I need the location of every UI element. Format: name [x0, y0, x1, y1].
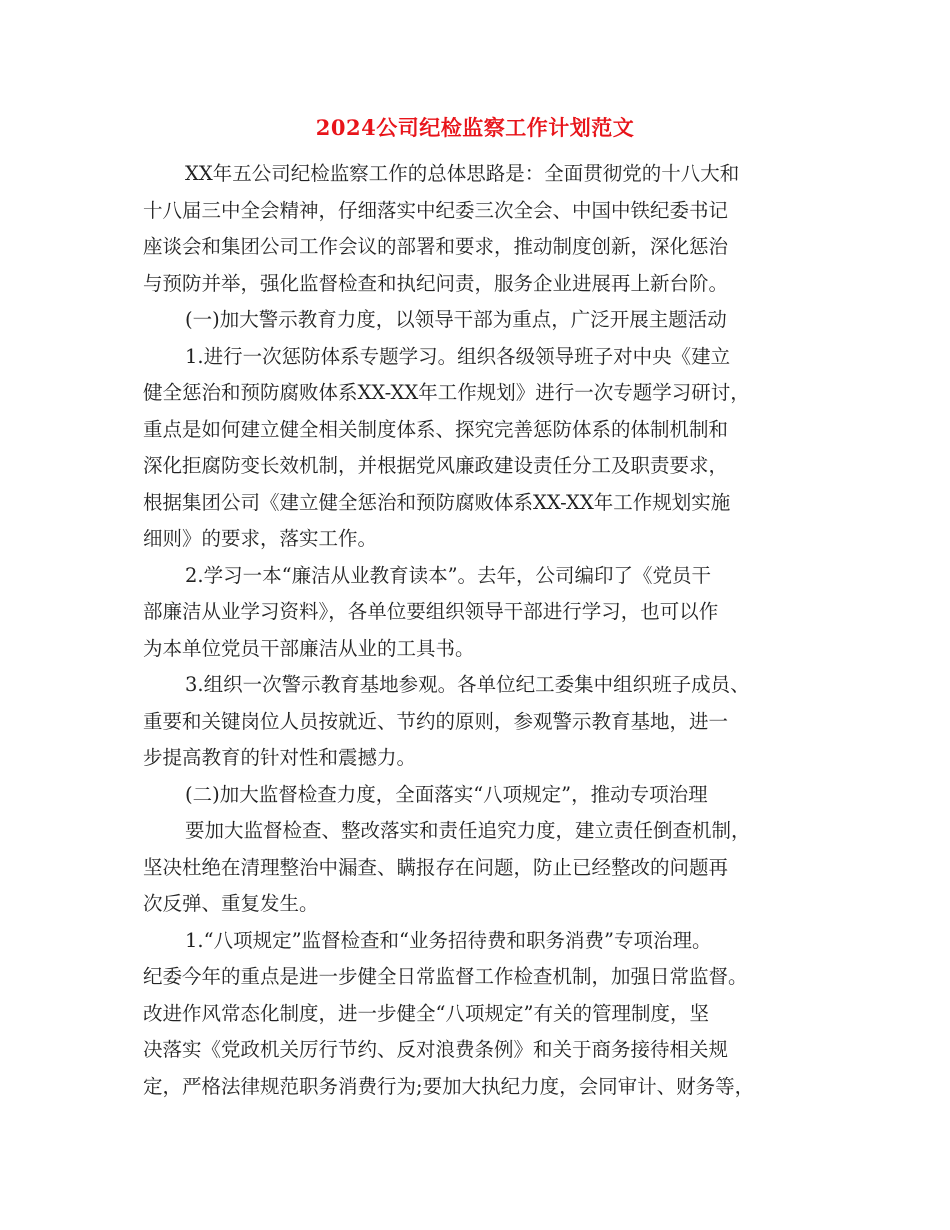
- paragraph-line: 十八届三中全会精神，仔细落实中纪委三次全会、中国中铁纪委书记: [143, 198, 729, 222]
- paragraph-line: 纪委今年的重点是进一步健全日常监督工作检查机制，加强日常监督。: [143, 965, 748, 988]
- paragraph-line: 1.“八项规定”监督检查和“业务招待费和职务消费”专项治理。: [185, 928, 712, 952]
- paragraph-line: 重点是如何建立健全相关制度体系、探究完善惩防体系的体制机制和: [143, 417, 729, 441]
- paragraph-line: 重要和关键岗位人员按就近、节约的原则，参观警示教育基地，进一: [143, 709, 729, 733]
- paragraph-line: 坚决杜绝在清理整治中漏查、瞒报存在问题，防止已经整改的问题再: [143, 855, 729, 879]
- paragraph-line: 要加大监督检查、整改落实和责任追究力度，建立责任倒查机制，: [185, 819, 751, 842]
- paragraph-line: 细则》的要求，落实工作。: [143, 527, 378, 550]
- document-title: 2024公司纪检监察工作计划范文: [315, 115, 635, 140]
- section-heading-2: (二)加大监督检查力度，全面落实“八项规定”，推动专项治理: [185, 782, 708, 806]
- paragraph-line: XX年五公司纪检监察工作的总体思路是：全面贯彻党的十八大和: [185, 162, 740, 185]
- document-body: [143, 156, 813, 1105]
- paragraph-line: 部廉洁从业学习资料》，各单位要组织领导干部进行学习，也可以作: [143, 600, 719, 623]
- paragraph-line: 2.学习一本“廉洁从业教育读本”。去年，公司编印了《党员干: [185, 563, 712, 587]
- paragraph-line: 为本单位党员干部廉洁从业的工具书。: [143, 636, 475, 660]
- paragraph-line: 改进作风常态化制度，进一步健全“八项规定”有关的管理制度，坚: [143, 1001, 709, 1025]
- paragraph-line: 定，严格法律规范职务消费行为;要加大执纪力度，会同审计、财务等，: [143, 1074, 755, 1098]
- paragraph-line: 健全惩治和预防腐败体系XX-XX年工作规划》进行一次专题学习研讨，: [143, 381, 750, 404]
- paragraph-line: 决落实《党政机关厉行节约、反对浪费条例》和关于商务接待相关规: [143, 1038, 729, 1061]
- paragraph-line: 1.进行一次惩防体系专题学习。组织各级领导班子对中央《建立: [185, 344, 731, 368]
- paragraph-line: 次反弹、重复发生。: [143, 892, 319, 915]
- paragraph-line: 与预防并举，强化监督检查和执纪问责，服务企业进展再上新台阶。: [143, 271, 729, 295]
- paragraph-line: 根据集团公司《建立健全惩治和预防腐败体系XX-XX年工作规划实施: [143, 490, 731, 514]
- paragraph-line: 3.组织一次警示教育基地参观。各单位纪工委集中组织班子成员、: [185, 673, 750, 696]
- paragraph-line: 深化拒腐防变长效机制，并根据党风廉政建设责任分工及职责要求，: [143, 454, 729, 477]
- paragraph-line: 座谈会和集团公司工作会议的部署和要求，推动制度创新，深化惩治: [143, 235, 729, 258]
- section-heading-1: (一)加大警示教育力度，以领导干部为重点，广泛开展主题活动: [185, 308, 727, 331]
- paragraph-line: 步提高教育的针对性和震撼力。: [143, 746, 417, 769]
